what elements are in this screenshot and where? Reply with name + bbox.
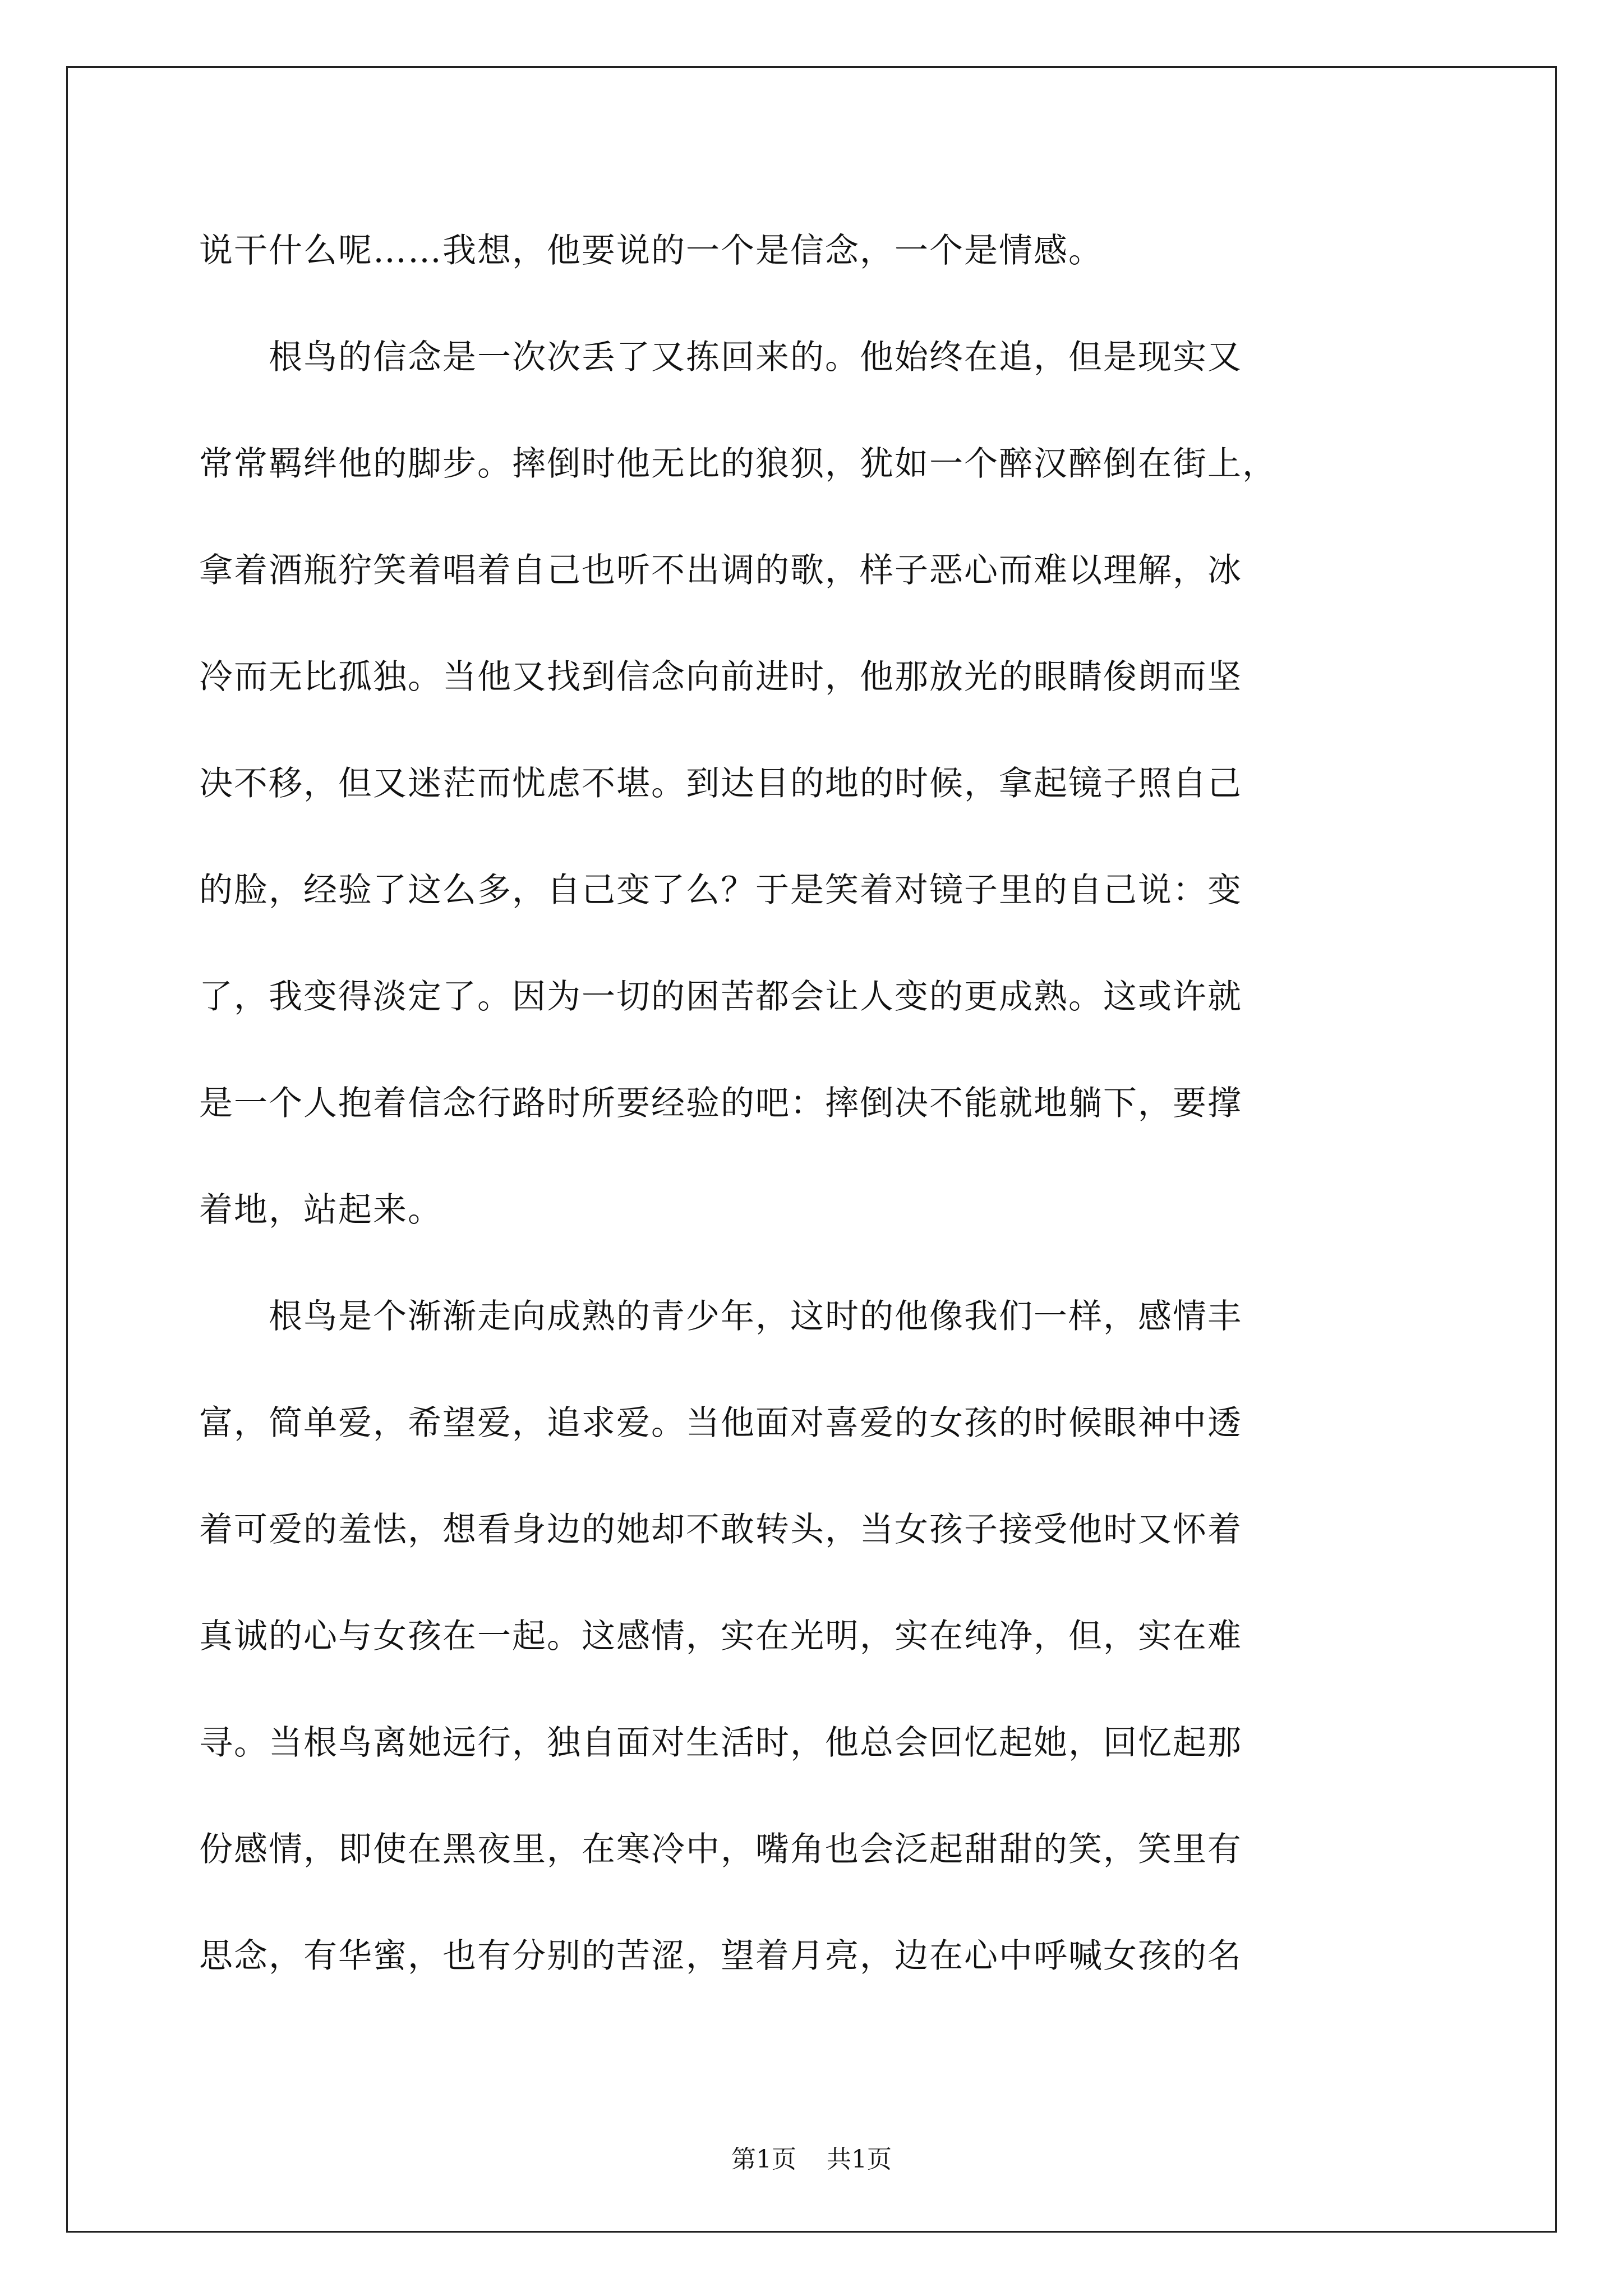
- document-body: [199, 209, 1433, 2021]
- text-line: 常常羁绊他的脚步。摔倒时他无比的狼狈，犹如一个醉汉醉倒在街上，: [199, 444, 1277, 484]
- text-line: 拿着酒瓶狞笑着唱着自己也听不出调的歌，样子恶心而难以理解，冰: [199, 551, 1242, 590]
- text-line: 是一个人抱着信念行路时所要经验的吧：摔倒决不能就地躺下，要撑: [199, 1084, 1242, 1123]
- text-line: 富，简单爱，希望爱，追求爱。当他面对喜爱的女孩的时候眼神中透: [199, 1404, 1242, 1443]
- text-line: 根鸟是个渐渐走向成熟的青少年，这时的他像我们一样，感情丰: [199, 1297, 1242, 1336]
- text-line: 着可爱的羞怯，想看身边的她却不敢转头，当女孩子接受他时又怀着: [199, 1510, 1242, 1549]
- text-line: 思念，有华蜜，也有分别的苦涩，望着月亮，边在心中呼喊女孩的名: [199, 1936, 1242, 1976]
- text-line: 的脸，经验了这么多，自己变了么？于是笑着对镜子里的自己说：变: [199, 871, 1242, 910]
- page-number: 第1页: [731, 2145, 796, 2174]
- page-total: 共1页: [827, 2145, 892, 2174]
- text-line: 份感情，即使在黑夜里，在寒冷中，嘴角也会泛起甜甜的笑，笑里有: [199, 1830, 1242, 1869]
- text-line: 决不移，但又迷茫而忧虑不堪。到达目的地的时候，拿起镜子照自己: [199, 764, 1242, 803]
- page-footer: [0, 2143, 1623, 2177]
- text-line: 真诚的心与女孩在一起。这感情，实在光明，实在纯净，但，实在难: [199, 1617, 1242, 1656]
- text-line: 冷而无比孤独。当他又找到信念向前进时，他那放光的眼睛俊朗而坚: [199, 657, 1242, 697]
- text-line: 寻。当根鸟离她远行，独自面对生活时，他总会回忆起她，回忆起那: [199, 1723, 1242, 1763]
- text-line: 了，我变得淡定了。因为一切的困苦都会让人变的更成熟。这或许就: [199, 977, 1242, 1016]
- text-line: 说干什么呢……我想，他要说的一个是信念，一个是情感。: [199, 231, 1103, 270]
- text-line: 根鸟的信念是一次次丢了又拣回来的。他始终在追，但是现实又: [199, 338, 1242, 377]
- text-line: 着地，站起来。: [199, 1190, 442, 1230]
